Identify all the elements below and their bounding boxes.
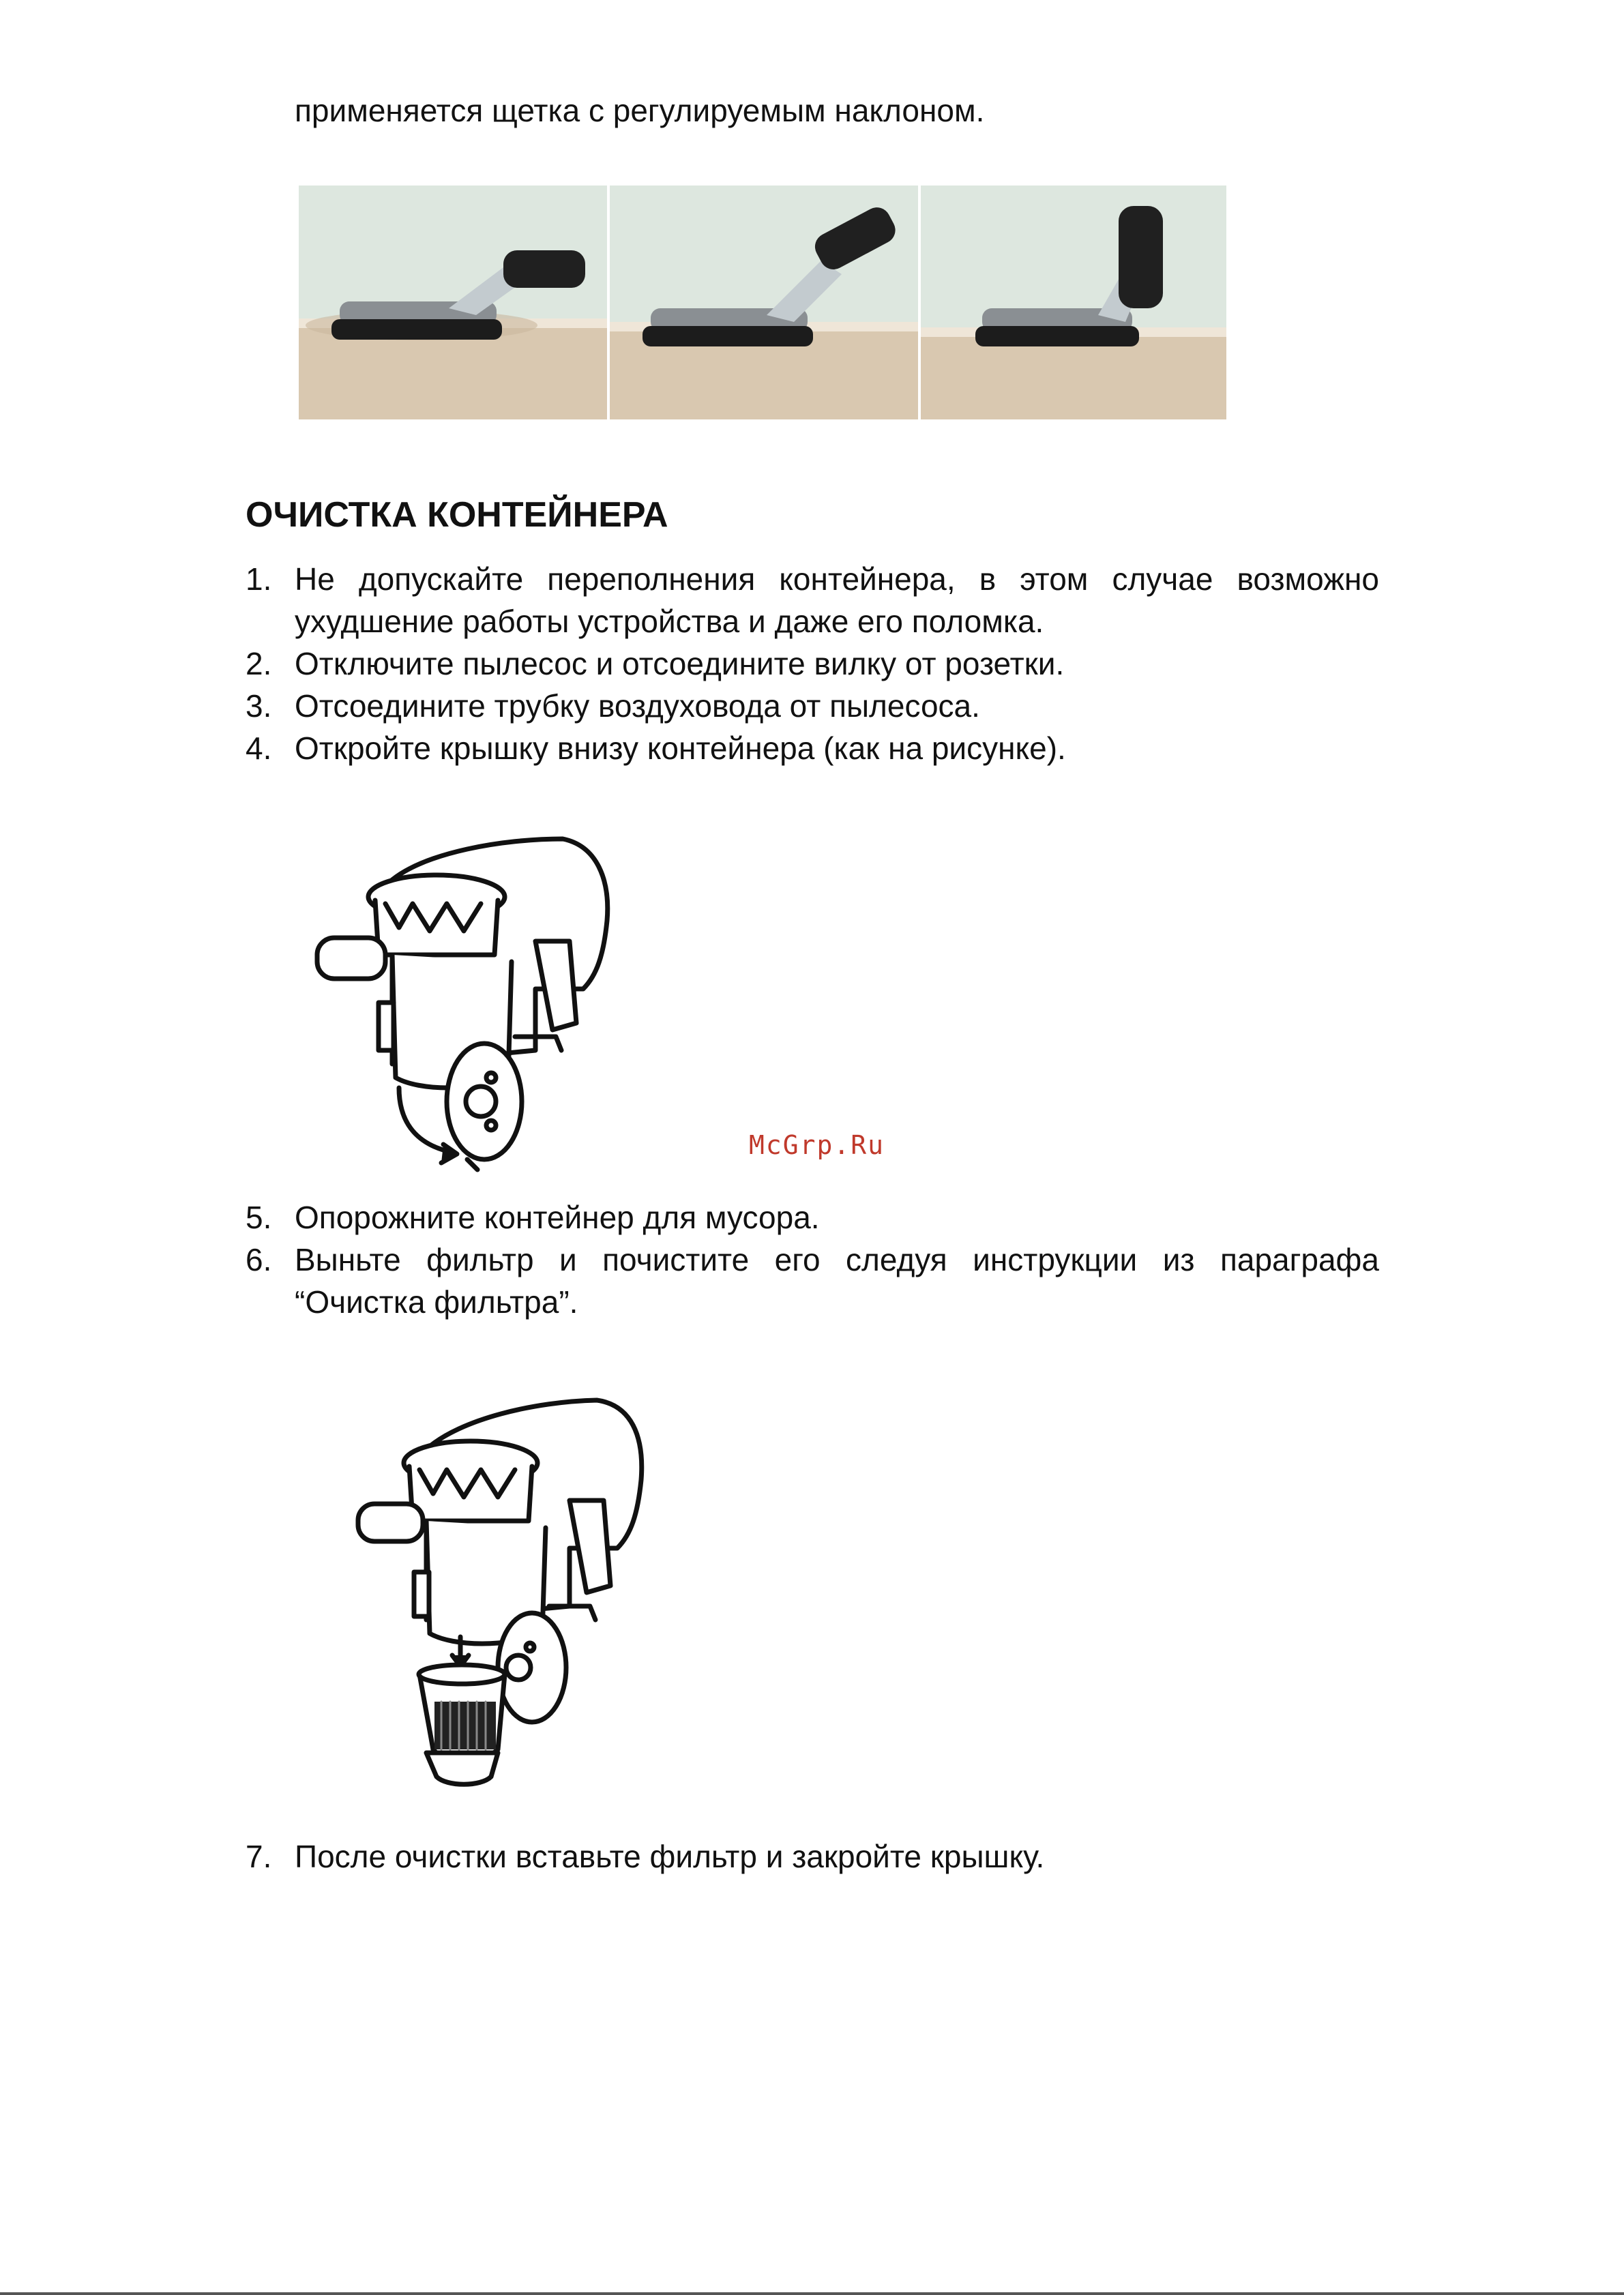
intro-text: применяется щетка с регулируемым наклоном. [295, 93, 985, 128]
step-number: 4. [246, 730, 272, 766]
steps-list-b [246, 1196, 1379, 1323]
list-item [246, 685, 1379, 727]
step-number: 6. [246, 1242, 272, 1277]
list-item [246, 1239, 1379, 1323]
page-bottom-edge [0, 2292, 1624, 2295]
steps-list-c [246, 1835, 1379, 1878]
step-text-continued: “Очистка фильтра”. [295, 1284, 578, 1320]
step-text: Выньте фильтр и почистите его следуя инструкции из параграфа [295, 1242, 1379, 1277]
vacuum-open-lid-illustration [310, 818, 624, 1180]
brush-photo-3 [921, 186, 1226, 419]
brush-photo-2 [610, 186, 918, 419]
step-text: Опорожните контейнер для мусора. [295, 1200, 820, 1235]
step-number: 2. [246, 646, 272, 681]
list-item [246, 1835, 1379, 1878]
step-text: Отсоедините трубку воздуховода от пылесоса. [295, 688, 980, 724]
step-text: После очистки вставьте фильтр и закройте крышку. [295, 1839, 1045, 1874]
list-item [246, 642, 1379, 685]
vacuum-remove-filter-illustration [351, 1381, 665, 1824]
step-number: 3. [246, 688, 272, 724]
section-title: ОЧИСТКА КОНТЕЙНЕРА [246, 495, 668, 535]
step-number: 7. [246, 1839, 272, 1874]
step-text: Не допускайте переполнения контейнера, в этом случае возможно [295, 561, 1379, 597]
step-text-continued: ухудшение работы устройства и даже его поломка. [295, 604, 1044, 639]
step-number: 1. [246, 561, 272, 597]
list-item [246, 558, 1379, 642]
steps-list-a [246, 558, 1379, 769]
step-text: Отключите пылесос и отсоедините вилку от розетки. [295, 646, 1065, 681]
brush-angle-photos [299, 186, 1226, 419]
watermark: McGrp.Ru [749, 1130, 885, 1160]
brush-photo-1 [299, 186, 607, 419]
list-item [246, 1196, 1379, 1239]
step-number: 5. [246, 1200, 272, 1235]
step-text: Откройте крышку внизу контейнера (как на рисунке). [295, 730, 1066, 766]
list-item [246, 727, 1379, 769]
